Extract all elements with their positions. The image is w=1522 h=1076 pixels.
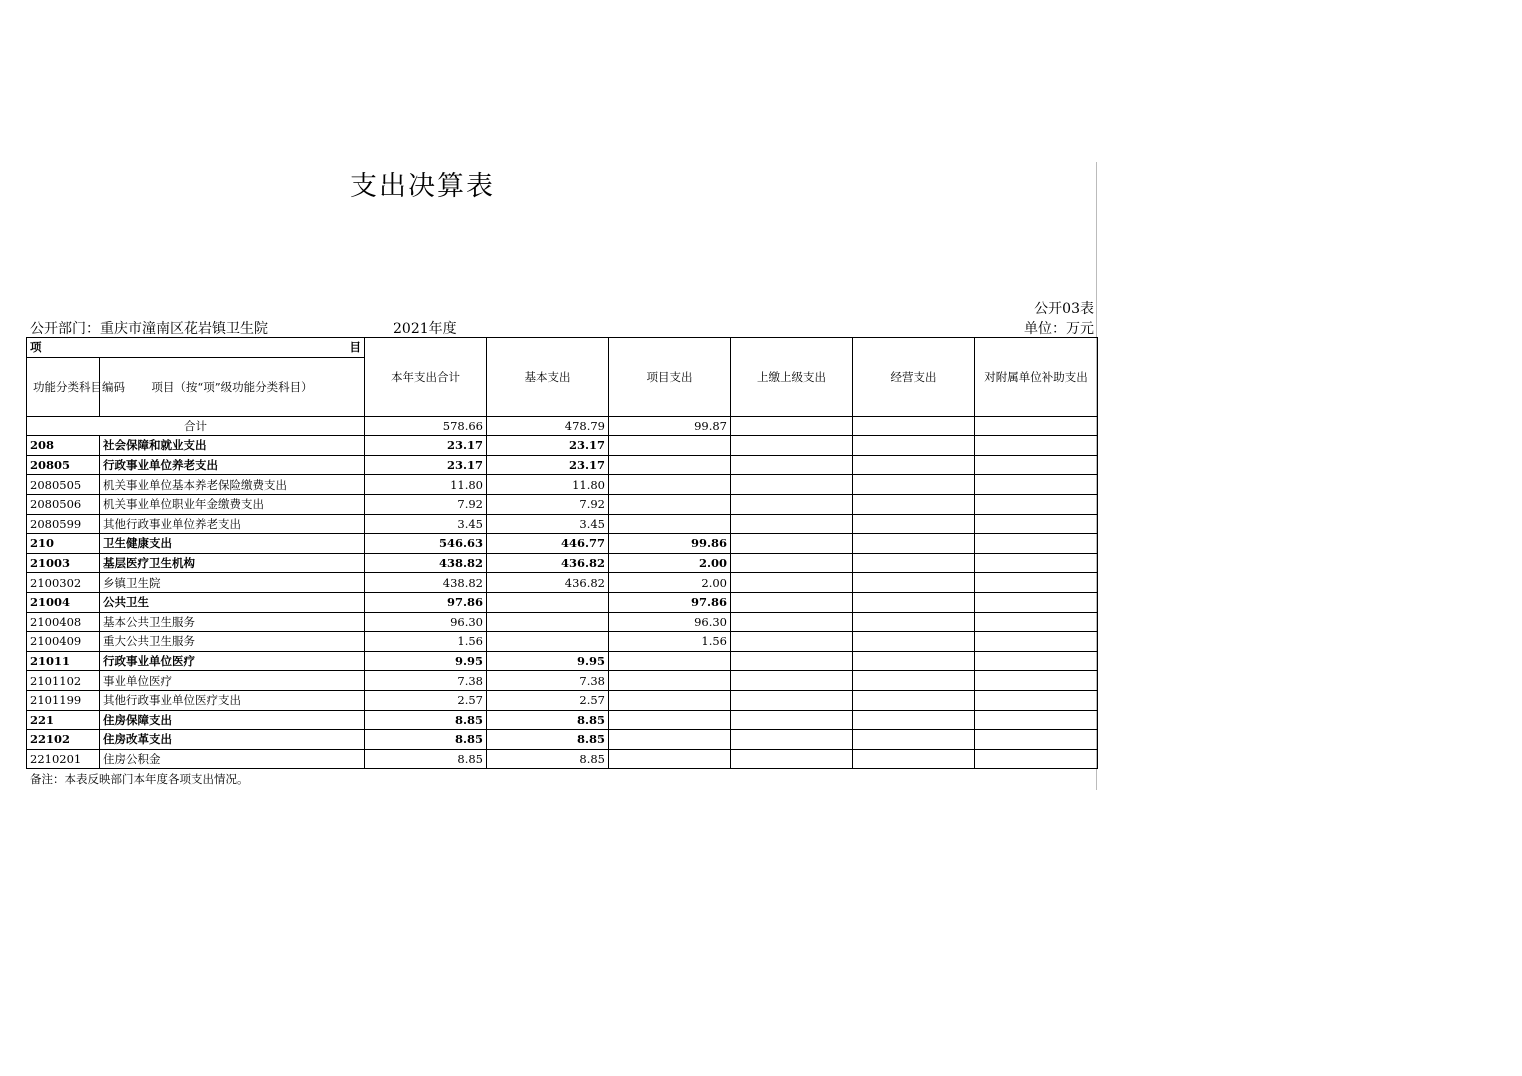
- total-subsidy: [975, 416, 1098, 436]
- row-business: [853, 494, 975, 514]
- row-basic: 23.17: [487, 455, 609, 475]
- row-business: [853, 671, 975, 691]
- row-subsidy: [975, 534, 1098, 554]
- row-total: 7.38: [365, 671, 487, 691]
- header-row-1: [27, 338, 1098, 358]
- header-project: 项目支出: [609, 338, 731, 417]
- row-project: [609, 455, 731, 475]
- row-subsidy: [975, 671, 1098, 691]
- row-basic: 9.95: [487, 651, 609, 671]
- table-row: [27, 749, 1098, 769]
- row-code: 2100408: [27, 612, 100, 632]
- row-name: 重大公共卫生服务: [100, 632, 365, 652]
- row-code: 2080505: [27, 475, 100, 495]
- row-remit: [731, 612, 853, 632]
- row-business: [853, 749, 975, 769]
- row-name: 其他行政事业单位医疗支出: [100, 690, 365, 710]
- row-total: 3.45: [365, 514, 487, 534]
- row-project: [609, 514, 731, 534]
- row-total: 8.85: [365, 749, 487, 769]
- row-total: 9.95: [365, 651, 487, 671]
- row-business: [853, 455, 975, 475]
- row-code: 2101102: [27, 671, 100, 691]
- row-basic: 8.85: [487, 710, 609, 730]
- row-name: 住房改革支出: [100, 730, 365, 750]
- row-basic: [487, 612, 609, 632]
- total-total: 578.66: [365, 416, 487, 436]
- row-project: [609, 730, 731, 750]
- total-project: 99.87: [609, 416, 731, 436]
- unit-label: 单位：万元: [1024, 321, 1094, 337]
- table-row: [27, 730, 1098, 750]
- row-total: 97.86: [365, 592, 487, 612]
- table-row: [27, 553, 1098, 573]
- table-row: [27, 632, 1098, 652]
- row-subsidy: [975, 592, 1098, 612]
- row-basic: 11.80: [487, 475, 609, 495]
- row-project: [609, 475, 731, 495]
- row-name: 公共卫生: [100, 592, 365, 612]
- row-remit: [731, 730, 853, 750]
- row-code: 21004: [27, 592, 100, 612]
- row-subsidy: [975, 690, 1098, 710]
- table-note: 备注：本表反映部门本年度各项支出情况。: [30, 772, 249, 786]
- row-basic: [487, 632, 609, 652]
- row-remit: [731, 573, 853, 593]
- row-remit: [731, 690, 853, 710]
- row-subsidy: [975, 514, 1098, 534]
- total-basic: 478.79: [487, 416, 609, 436]
- row-business: [853, 592, 975, 612]
- row-total: 23.17: [365, 455, 487, 475]
- row-basic: [487, 592, 609, 612]
- row-basic: 7.38: [487, 671, 609, 691]
- row-basic: 446.77: [487, 534, 609, 554]
- header-business: 经营支出: [853, 338, 975, 417]
- table-row: [27, 592, 1098, 612]
- row-basic: 8.85: [487, 749, 609, 769]
- row-name: 机关事业单位职业年金缴费支出: [100, 494, 365, 514]
- table-row: [27, 671, 1098, 691]
- row-project: [609, 749, 731, 769]
- row-total: 23.17: [365, 436, 487, 456]
- row-business: [853, 475, 975, 495]
- row-remit: [731, 592, 853, 612]
- table-row: [27, 651, 1098, 671]
- row-subsidy: [975, 632, 1098, 652]
- row-remit: [731, 710, 853, 730]
- row-name: 行政事业单位医疗: [100, 651, 365, 671]
- table-row: [27, 573, 1098, 593]
- row-remit: [731, 651, 853, 671]
- row-project: 2.00: [609, 553, 731, 573]
- row-total: 8.85: [365, 730, 487, 750]
- row-name: 卫生健康支出: [100, 534, 365, 554]
- row-project: [609, 671, 731, 691]
- row-business: [853, 534, 975, 554]
- row-project: [609, 651, 731, 671]
- row-business: [853, 710, 975, 730]
- table-row: [27, 514, 1098, 534]
- row-code: 208: [27, 436, 100, 456]
- row-code: 21003: [27, 553, 100, 573]
- row-total: 8.85: [365, 710, 487, 730]
- row-remit: [731, 553, 853, 573]
- year-label: 2021年度: [393, 321, 457, 337]
- total-label: 合计: [27, 416, 365, 436]
- row-code: 2101199: [27, 690, 100, 710]
- row-code: 22102: [27, 730, 100, 750]
- header-xiang: 项: [30, 340, 42, 355]
- header-item: 项目（按“项”级功能分类科目）: [100, 357, 365, 416]
- row-code: 20805: [27, 455, 100, 475]
- row-name: 基本公共卫生服务: [100, 612, 365, 632]
- table-row: [27, 690, 1098, 710]
- row-name: 乡镇卫生院: [100, 573, 365, 593]
- total-row: [27, 416, 1098, 436]
- row-subsidy: [975, 749, 1098, 769]
- row-subsidy: [975, 494, 1098, 514]
- row-total: 546.63: [365, 534, 487, 554]
- header-basic: 基本支出: [487, 338, 609, 417]
- page-title: 支出决算表: [350, 171, 495, 202]
- row-total: 2.57: [365, 690, 487, 710]
- table-row: [27, 534, 1098, 554]
- department-label: 公开部门：重庆市潼南区花岩镇卫生院: [30, 321, 268, 337]
- row-basic: 2.57: [487, 690, 609, 710]
- row-remit: [731, 632, 853, 652]
- row-basic: 8.85: [487, 730, 609, 750]
- row-business: [853, 553, 975, 573]
- expenditure-table: [26, 337, 1098, 769]
- row-remit: [731, 671, 853, 691]
- row-subsidy: [975, 710, 1098, 730]
- row-project: 1.56: [609, 632, 731, 652]
- total-business: [853, 416, 975, 436]
- row-project: [609, 690, 731, 710]
- row-name: 基层医疗卫生机构: [100, 553, 365, 573]
- header-code: 功能分类科目编码: [27, 357, 100, 416]
- row-project: [609, 436, 731, 456]
- row-code: 221: [27, 710, 100, 730]
- row-code: 2210201: [27, 749, 100, 769]
- row-code: 2080506: [27, 494, 100, 514]
- row-name: 行政事业单位养老支出: [100, 455, 365, 475]
- row-name: 机关事业单位基本养老保险缴费支出: [100, 475, 365, 495]
- row-basic: 3.45: [487, 514, 609, 534]
- table-row: [27, 455, 1098, 475]
- row-basic: 23.17: [487, 436, 609, 456]
- header-total: 本年支出合计: [365, 338, 487, 417]
- row-subsidy: [975, 612, 1098, 632]
- row-basic: 436.82: [487, 573, 609, 593]
- row-business: [853, 612, 975, 632]
- row-business: [853, 514, 975, 534]
- row-subsidy: [975, 730, 1098, 750]
- header-subsidy: 对附属单位补助支出: [975, 338, 1098, 417]
- row-subsidy: [975, 573, 1098, 593]
- row-total: 438.82: [365, 553, 487, 573]
- row-basic: 7.92: [487, 494, 609, 514]
- table-row: [27, 436, 1098, 456]
- row-project: 2.00: [609, 573, 731, 593]
- row-remit: [731, 514, 853, 534]
- row-code: 2080599: [27, 514, 100, 534]
- row-total: 1.56: [365, 632, 487, 652]
- row-project: [609, 710, 731, 730]
- row-total: 11.80: [365, 475, 487, 495]
- total-remit: [731, 416, 853, 436]
- row-subsidy: [975, 455, 1098, 475]
- row-business: [853, 436, 975, 456]
- table-row: [27, 475, 1098, 495]
- row-business: [853, 632, 975, 652]
- row-business: [853, 690, 975, 710]
- table-body: [27, 338, 1098, 769]
- row-code: 210: [27, 534, 100, 554]
- row-subsidy: [975, 651, 1098, 671]
- header-remit: 上缴上级支出: [731, 338, 853, 417]
- row-remit: [731, 455, 853, 475]
- row-business: [853, 651, 975, 671]
- table-row: [27, 612, 1098, 632]
- row-subsidy: [975, 475, 1098, 495]
- row-name: 事业单位医疗: [100, 671, 365, 691]
- row-remit: [731, 436, 853, 456]
- row-subsidy: [975, 436, 1098, 456]
- row-name: 住房公积金: [100, 749, 365, 769]
- header-mu: 目: [349, 340, 361, 355]
- row-total: 96.30: [365, 612, 487, 632]
- row-remit: [731, 494, 853, 514]
- row-total: 438.82: [365, 573, 487, 593]
- row-code: 2100302: [27, 573, 100, 593]
- row-name: 社会保障和就业支出: [100, 436, 365, 456]
- row-remit: [731, 534, 853, 554]
- row-name: 住房保障支出: [100, 710, 365, 730]
- row-project: 99.86: [609, 534, 731, 554]
- row-basic: 436.82: [487, 553, 609, 573]
- row-name: 其他行政事业单位养老支出: [100, 514, 365, 534]
- row-code: 21011: [27, 651, 100, 671]
- row-project: 97.86: [609, 592, 731, 612]
- row-subsidy: [975, 553, 1098, 573]
- table-row: [27, 494, 1098, 514]
- row-business: [853, 573, 975, 593]
- header-xiang-mu: [27, 338, 365, 358]
- table-row: [27, 710, 1098, 730]
- table-code: 公开03表: [1034, 301, 1094, 317]
- row-code: 2100409: [27, 632, 100, 652]
- row-remit: [731, 475, 853, 495]
- row-business: [853, 730, 975, 750]
- row-total: 7.92: [365, 494, 487, 514]
- row-project: [609, 494, 731, 514]
- row-remit: [731, 749, 853, 769]
- row-project: 96.30: [609, 612, 731, 632]
